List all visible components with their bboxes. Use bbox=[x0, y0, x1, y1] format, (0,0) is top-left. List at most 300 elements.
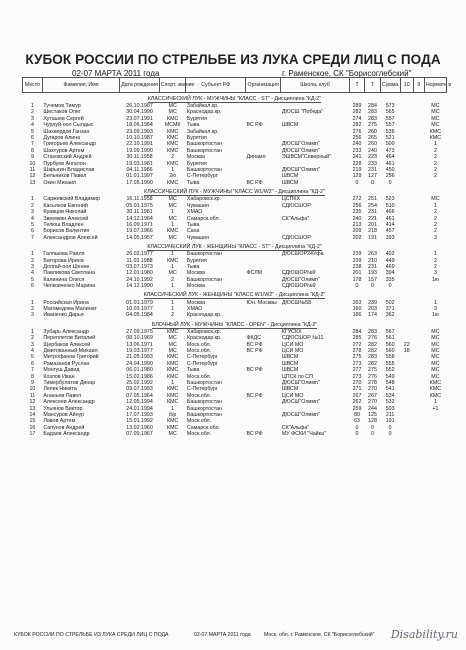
table-cell: 3 bbox=[433, 305, 437, 312]
table-cell: Павликова Светлана bbox=[43, 270, 95, 277]
table-cell: 558 bbox=[385, 354, 395, 361]
table-cell: КМС bbox=[166, 367, 179, 374]
table-header bbox=[23, 78, 447, 93]
table-cell: 5 bbox=[30, 221, 34, 228]
table-cell: МС bbox=[168, 196, 177, 203]
table-cell: Москва bbox=[186, 270, 205, 277]
table-cell: 13 bbox=[29, 179, 36, 186]
table-cell: 203 bbox=[368, 305, 377, 312]
table-cell: 0 bbox=[388, 179, 392, 186]
table-cell: 1 bbox=[171, 263, 175, 270]
column-header: Фамилия, Имя bbox=[42, 78, 119, 93]
table-cell: 14.05.1957 bbox=[126, 234, 153, 241]
column-header: Сумма bbox=[380, 78, 400, 93]
table-cell: 241 bbox=[352, 154, 362, 161]
table-cell: 289 bbox=[352, 103, 362, 109]
table-cell: ХМАО bbox=[186, 209, 203, 216]
table-cell: 240 bbox=[352, 215, 362, 222]
table-cell: 256 bbox=[385, 173, 395, 180]
table-cell: 5 bbox=[30, 128, 34, 135]
table-cell: Мансуров Айнур bbox=[43, 412, 85, 419]
table-cell: Иваненко Дарья bbox=[43, 312, 84, 319]
table-cell: МС bbox=[431, 348, 440, 354]
table-cell: 260 bbox=[368, 141, 377, 148]
table-cell: 270 bbox=[352, 380, 362, 387]
table-cell: Башкортостан bbox=[186, 141, 222, 148]
table-cell: 2 bbox=[171, 154, 175, 161]
table-cell: 2 bbox=[433, 221, 437, 228]
table-cell: КМС bbox=[429, 386, 442, 393]
table-cell: Щербаков Алексей bbox=[43, 341, 91, 348]
table-cell: 283 bbox=[368, 115, 377, 122]
table-cell: 231 bbox=[368, 263, 377, 270]
table-cell: Бадаев Александр bbox=[43, 431, 90, 438]
table-cell: 259 bbox=[352, 405, 362, 412]
table-cell: 16.09.1971 bbox=[126, 221, 153, 228]
table-cell: 13.06.1971 bbox=[126, 341, 153, 348]
table-cell: Самарск.обл. bbox=[186, 424, 221, 431]
section-heading bbox=[23, 290, 447, 300]
table-cell: 10 bbox=[29, 386, 36, 393]
table-cell: 03.07.1973 bbox=[126, 263, 153, 270]
table-cell: 2 bbox=[30, 202, 34, 209]
table-cell: 239 bbox=[368, 299, 377, 306]
table-cell: 235 bbox=[352, 209, 362, 216]
table-cell: 201 bbox=[368, 221, 377, 228]
table-cell: 23.09.1993 bbox=[126, 128, 153, 135]
table-cell: 14.12.1964 bbox=[126, 215, 153, 222]
table-cell: СДЮСШОР bbox=[281, 234, 311, 241]
table-cell: 240 bbox=[352, 141, 362, 148]
table-cell: Тыва bbox=[186, 263, 200, 270]
table-cell: 10 bbox=[29, 160, 36, 167]
table-cell: 14 bbox=[29, 412, 36, 419]
table-cell: 1 bbox=[171, 305, 175, 312]
column-header: Спорт. звание bbox=[159, 78, 186, 93]
table-cell: Касьянов Евгений bbox=[43, 202, 88, 209]
table-cell: 24.04.1990 bbox=[126, 360, 153, 367]
table-cell: 0 bbox=[371, 431, 374, 438]
table-cell: Борисов Валентин bbox=[43, 228, 90, 235]
table-cell: 283 bbox=[368, 109, 377, 116]
table-cell: 272 bbox=[352, 196, 362, 203]
column-header: 9 bbox=[413, 78, 424, 93]
table-cell: 7 bbox=[30, 141, 34, 148]
table-cell: 08.10.1969 bbox=[126, 335, 153, 342]
table-cell: СДЮШОР№9 bbox=[281, 270, 316, 277]
table-cell: МС bbox=[431, 109, 440, 116]
table-cell: Рамазанов Руслан bbox=[43, 360, 90, 367]
table-cell: 240 bbox=[368, 147, 377, 154]
table-cell: Башкортостан bbox=[186, 412, 222, 419]
table-cell: КМС bbox=[166, 386, 179, 393]
table-cell: Краснодар.кр. bbox=[186, 312, 222, 319]
table-cell: С-Петербург bbox=[186, 173, 218, 180]
column-header: Дата рождения bbox=[120, 78, 160, 93]
table-cell: КМС bbox=[166, 228, 179, 235]
table-cell: 22 bbox=[403, 341, 410, 348]
table-cell: Моск.обл. bbox=[186, 373, 212, 380]
table-cell: 223 bbox=[368, 154, 377, 161]
table-cell: 4 bbox=[30, 348, 34, 354]
table-cell: 1ю bbox=[431, 276, 439, 283]
table-cell: КМС bbox=[166, 135, 179, 142]
table-cell: 24.01.1994 bbox=[126, 405, 153, 412]
table-cell: 228 bbox=[352, 160, 362, 167]
table-cell: 2 bbox=[433, 147, 437, 154]
table-cell: 24.10.1992 bbox=[126, 276, 153, 283]
table-cell: 21.05.1993 bbox=[126, 354, 153, 361]
table-cell: 3 bbox=[433, 234, 437, 241]
column-header: Субъект РФ bbox=[186, 78, 246, 93]
table-cell: 263 bbox=[352, 299, 362, 306]
table-cell: ШВСМ bbox=[281, 360, 299, 367]
table-cell: 2 bbox=[171, 312, 175, 319]
table-cell: 276 bbox=[368, 373, 377, 380]
table-cell: 2 bbox=[433, 173, 437, 180]
table-cell: 362 bbox=[385, 312, 395, 319]
table-cell: 464 bbox=[385, 154, 395, 161]
table-cell: ШВСМ bbox=[281, 179, 299, 186]
table-cell: 263 bbox=[368, 251, 377, 258]
table-cell bbox=[413, 431, 424, 437]
table-cell: ДЮСШ"Олимп" bbox=[281, 399, 320, 406]
table-cell: Окин Михаил bbox=[43, 179, 77, 186]
table-cell: Краснодар.кр. bbox=[186, 109, 222, 116]
table-cell: 273 bbox=[352, 360, 362, 367]
table-cell: 7 bbox=[30, 234, 34, 241]
table-cell: 276 bbox=[368, 335, 377, 342]
table-cell: С-Петербург bbox=[186, 354, 218, 361]
table-cell: 3 bbox=[30, 312, 34, 319]
table-cell: Тимербулатов Динар bbox=[43, 380, 96, 387]
table-cell: 2 bbox=[171, 276, 175, 283]
table-cell: 209 bbox=[352, 228, 362, 235]
table-cell: 30.04.1990 bbox=[126, 109, 153, 116]
table-cell: Хуташев Сергей bbox=[43, 115, 84, 122]
table-cell: 282 bbox=[368, 341, 377, 348]
table-cell: КМС bbox=[166, 128, 179, 135]
table-cell: 12 bbox=[29, 173, 36, 180]
table-cell: Зубарь Александр bbox=[43, 328, 89, 335]
footer-title: КУБОК РОССИИ ПО СТРЕЛЬБЕ ИЗ ЛУКА СРЕДИ ЛИЦ С ПОДА bbox=[14, 632, 169, 638]
table-cell: 233 bbox=[368, 160, 377, 167]
table-cell: Кравцов Николай bbox=[43, 209, 87, 216]
table-cell: 532 bbox=[385, 399, 395, 406]
table-cell: ДЮСШ"Олимп" bbox=[281, 412, 320, 419]
table-cell: Тучемов Тимур bbox=[43, 103, 81, 109]
table-cell: 26.10.1987 bbox=[126, 103, 153, 109]
table-cell: 457 bbox=[385, 228, 395, 235]
table-cell: ЦСПКХ bbox=[281, 196, 301, 203]
table-cell: 11 bbox=[29, 167, 36, 174]
table-cell: 19.07.1966 bbox=[126, 228, 153, 235]
section-title: КЛАССИЧЕСКИЙ ЛУК - МУЖЧИНЫ "КЛАСС W1/W2" - Дисциплина "КД-2" bbox=[144, 189, 325, 196]
table-cell: 80 bbox=[354, 412, 360, 419]
table-cell: 11 bbox=[29, 392, 36, 399]
table-cell: ШВСМ bbox=[281, 354, 299, 361]
table-cell: 6 bbox=[30, 360, 34, 367]
table-cell: 06.01.1980 bbox=[126, 367, 153, 374]
table-cell: 191 bbox=[385, 418, 395, 425]
table-cell: 231 bbox=[368, 167, 377, 174]
table-cell: Хабаровск.кр. bbox=[186, 196, 222, 203]
table-cell: 19.09.1990 bbox=[126, 147, 153, 154]
table-cell bbox=[400, 431, 413, 437]
table-cell: Моск.обл. bbox=[186, 431, 212, 438]
column-header: 10 bbox=[400, 78, 413, 93]
table-cell: 473 bbox=[385, 147, 395, 154]
table-cell: 6 bbox=[30, 135, 34, 142]
table-cell: 536 bbox=[385, 128, 395, 135]
table-cell: Забайкал.кр. bbox=[186, 128, 219, 135]
table-cell: МСМК bbox=[164, 122, 181, 129]
table-cell: ДЮСШОР24Уфа bbox=[281, 251, 324, 258]
table-cell: Бельников Павел bbox=[43, 173, 87, 180]
table-cell: Тыва bbox=[186, 221, 200, 228]
table-cell: ДЮСШ "Победа" bbox=[281, 109, 324, 116]
table-cell: 1 bbox=[171, 251, 175, 258]
table-cell: ДЮСШ"Олимп" bbox=[281, 141, 320, 148]
table-cell: ФСЛМ bbox=[246, 270, 263, 277]
table-cell: Башкортостан bbox=[186, 380, 222, 387]
table-cell: 07.09.1967 bbox=[126, 431, 153, 438]
table-cell: ВС РФ bbox=[246, 122, 263, 129]
table-cell: 0 bbox=[371, 179, 374, 186]
table-cell: 6 bbox=[30, 283, 34, 290]
table-cell: 186 bbox=[352, 312, 362, 319]
table-cell: 557 bbox=[385, 122, 395, 129]
table-cell: Пурбуев Ангалон bbox=[43, 160, 86, 167]
table-cell: 1 bbox=[433, 202, 437, 209]
table-cell: Самарск.обл. bbox=[186, 215, 221, 222]
table-cell: 402 bbox=[385, 251, 395, 258]
table-cell: ДЮСШ"Олимп" bbox=[281, 380, 320, 387]
table-cell: 284 bbox=[368, 103, 377, 109]
table-cell: 01.01.1997 bbox=[126, 173, 153, 180]
column-header: Нормати в bbox=[424, 78, 446, 93]
section-title: КЛАССИЧЕСКИЙ ЛУК - ЖЕНЩИНЫ "КЛАСС W1/W2" - Дисциплина "КД-2" bbox=[143, 292, 326, 299]
table-cell: 4 bbox=[30, 270, 34, 277]
table-cell: 284 bbox=[352, 328, 362, 335]
table-cell: 221 bbox=[368, 215, 377, 222]
table-cell: Бурятия bbox=[186, 135, 207, 142]
event-place: г. Раменское, СК "Борисоглебский" bbox=[282, 69, 412, 78]
table-cell: ЦСИ МО bbox=[281, 341, 304, 348]
table-cell: Моск.обл. bbox=[186, 392, 212, 399]
table-cell: 17.05.1990 bbox=[126, 179, 153, 186]
column-header: Т bbox=[349, 78, 364, 93]
table-cell: КМС bbox=[166, 354, 179, 361]
table-cell: 01.01.1979 bbox=[126, 299, 153, 306]
table-cell: 6 bbox=[30, 228, 34, 235]
table-cell: КМС bbox=[166, 360, 179, 367]
table-cell: ВС РФ bbox=[246, 179, 263, 186]
table-cell: 2 bbox=[433, 154, 437, 161]
table-cell: 5 bbox=[30, 354, 34, 361]
table-cell: 0 bbox=[388, 431, 392, 438]
table-cell: 282 bbox=[368, 348, 377, 354]
table-cell: ВС РФ bbox=[246, 348, 263, 354]
table-cell: 16 bbox=[29, 424, 36, 431]
table-cell: МС bbox=[431, 341, 440, 348]
table-cell: 0 bbox=[388, 424, 392, 431]
table-cell: 30.11.1981 bbox=[126, 209, 153, 216]
table-cell: 210 bbox=[368, 257, 377, 264]
table-cell: Краснодар.кр. bbox=[186, 335, 222, 342]
table-cell: 283 bbox=[368, 328, 377, 335]
table-cell: Галяшова Раиля bbox=[43, 251, 85, 258]
table-cell: Лепик Никита bbox=[43, 386, 77, 393]
table-cell: МС bbox=[168, 341, 177, 348]
table-cell: 15.01.1992 bbox=[126, 418, 153, 425]
table-cell: 2 bbox=[30, 109, 34, 116]
table-cell: 1 bbox=[433, 299, 437, 306]
table-cell: 0 bbox=[355, 424, 359, 431]
table-cell: МС bbox=[168, 234, 177, 241]
table-cell: 277 bbox=[352, 367, 362, 374]
table-cell: 523 bbox=[385, 196, 395, 203]
table-cell: КМС bbox=[166, 115, 179, 122]
table-cell: Монгуш Давид bbox=[43, 367, 80, 374]
table-cell: 10.03.1977 bbox=[126, 305, 153, 312]
table-cell: 270 bbox=[368, 386, 377, 393]
table-cell: 9 bbox=[30, 380, 34, 387]
table-cell: ХМАО bbox=[186, 305, 203, 312]
results-table bbox=[22, 77, 452, 438]
table-cell: Шахтуров Артем bbox=[43, 147, 85, 154]
table-cell: 26.02.1977 bbox=[126, 251, 153, 258]
table-cell: 1 bbox=[171, 283, 175, 290]
table-cell: 274 bbox=[352, 115, 362, 122]
column-header: Организация bbox=[246, 78, 281, 93]
table-cell: 218 bbox=[368, 228, 377, 235]
table-cell: 2 bbox=[433, 228, 437, 235]
table-cell: 157 bbox=[368, 276, 377, 283]
table-cell: 04.11.1986 bbox=[126, 167, 153, 174]
table-cell: Башкортостан bbox=[186, 251, 222, 258]
table-cell: 267 bbox=[352, 392, 362, 399]
table-cell: Шахвердов Ганзан bbox=[43, 128, 90, 135]
table-cell: 2 bbox=[433, 160, 437, 167]
table-cell: 4 bbox=[30, 215, 34, 222]
footer-place: Моск. обл. г. Раменское, СК "Борисоглебский" bbox=[264, 632, 375, 638]
table-cell: Хабаровск.кр. bbox=[186, 328, 222, 335]
table-cell: 8 bbox=[30, 373, 34, 380]
table-cell: 2 bbox=[30, 335, 34, 342]
table-cell: Москва bbox=[186, 299, 205, 306]
table-cell: КМС bbox=[166, 147, 179, 154]
table-cell bbox=[424, 431, 446, 437]
table-cell: МС bbox=[168, 270, 177, 277]
table-cell: 567 bbox=[385, 328, 395, 335]
table-cell: МС bbox=[431, 103, 440, 109]
table-cell: 2 bbox=[433, 257, 437, 264]
table-cell: 9 bbox=[30, 154, 34, 161]
table-cell: МС bbox=[431, 328, 440, 335]
table-cell: 282 bbox=[352, 109, 362, 116]
table-cell: 25.02.1992 bbox=[126, 380, 153, 387]
table-cell: Моск.обл. bbox=[186, 418, 212, 425]
table-cell: 548 bbox=[385, 380, 395, 387]
table-cell: 231 bbox=[368, 209, 377, 216]
table-cell: 1 bbox=[30, 103, 34, 109]
table-cell: 275 bbox=[368, 122, 377, 129]
table-cell: КМС bbox=[166, 392, 179, 399]
table-cell: 552 bbox=[385, 367, 395, 374]
table-cell: Ульянов Виктор bbox=[43, 405, 83, 412]
table-cell: 272 bbox=[352, 341, 362, 348]
table-cell: 282 bbox=[368, 360, 377, 367]
table-cell: Звеевкин Алексей bbox=[43, 215, 89, 222]
table-cell: Александров Алексей bbox=[43, 234, 98, 241]
table-cell: С-Петербург bbox=[186, 360, 218, 367]
table-cell: 5 bbox=[30, 276, 34, 283]
table-cell: Саржевский Владимир bbox=[43, 196, 100, 203]
table-cell: МС bbox=[168, 348, 177, 354]
table-cell: 560 bbox=[385, 341, 395, 348]
table-cell: Моск.обл. bbox=[186, 341, 212, 348]
table-cell: 2 bbox=[433, 167, 437, 174]
table-cell: 202 bbox=[352, 234, 362, 241]
table-cell: 3 bbox=[30, 115, 34, 122]
table-cell: Сапунов Андрей bbox=[43, 424, 85, 431]
table-cell: МС bbox=[431, 354, 440, 361]
table-cell: 414 bbox=[385, 221, 395, 228]
table-cell: ЦПСК по СП bbox=[281, 373, 313, 380]
table-cell: ШВСМ bbox=[281, 386, 299, 393]
table-cell: КГУСКХ bbox=[281, 328, 302, 335]
table-cell: СК"Альфа" bbox=[281, 215, 310, 222]
table-cell: 1 bbox=[171, 209, 175, 216]
table-cell: 3 bbox=[30, 341, 34, 348]
table-cell: 178 bbox=[352, 276, 362, 283]
table-cell: Алексеев Александр bbox=[43, 399, 95, 406]
table-cell: 510 bbox=[385, 202, 395, 209]
table-cell: 13 bbox=[29, 405, 36, 412]
table-cell: Башкортостан bbox=[186, 167, 222, 174]
table-cell: Юн. Москвы bbox=[246, 299, 277, 306]
table-cell: ШВСМ bbox=[281, 367, 299, 374]
table-cell: 565 bbox=[385, 109, 395, 116]
table-cell: 244 bbox=[368, 405, 377, 412]
table-cell: 283 bbox=[368, 354, 377, 361]
table-cell: МУ ФСКИ "Чайка" bbox=[281, 431, 326, 438]
table-cell: 2 bbox=[433, 263, 437, 270]
table-cell: Башкортостан bbox=[186, 276, 222, 283]
table-cell: 18.06.1984 bbox=[126, 122, 153, 129]
table-cell: 1 bbox=[433, 399, 437, 406]
table-cell: МС bbox=[431, 115, 440, 122]
table-cell: Ананьев Павел bbox=[43, 392, 82, 399]
column-header: Т bbox=[365, 78, 380, 93]
table-cell: Шарыгин Владислав bbox=[43, 167, 95, 174]
table-cell: Башкортостан bbox=[186, 399, 222, 406]
table-cell: 1 bbox=[171, 221, 175, 228]
table-cell: 394 bbox=[385, 270, 395, 277]
table-cell: 251 bbox=[368, 196, 377, 203]
table-cell: 05.01.1975 bbox=[126, 202, 153, 209]
table-cell: МС bbox=[168, 431, 177, 438]
table-cell: СДЮСШОР №11 bbox=[281, 335, 324, 342]
table-cell: Чувашия bbox=[186, 202, 209, 209]
table-cell: 278 bbox=[368, 380, 377, 387]
table-cell: 335 bbox=[385, 276, 395, 283]
table-cell: КМС bbox=[166, 179, 179, 186]
section-title: КЛАССИЧЕСКИЙ ЛУК - ЖЕНЩИНЫ "КЛАСС - ST" - Дисциплина "КД-2" bbox=[147, 243, 322, 250]
table-cell: 1 bbox=[171, 167, 175, 174]
table-cell: Митрофанов Григорий bbox=[43, 354, 99, 361]
